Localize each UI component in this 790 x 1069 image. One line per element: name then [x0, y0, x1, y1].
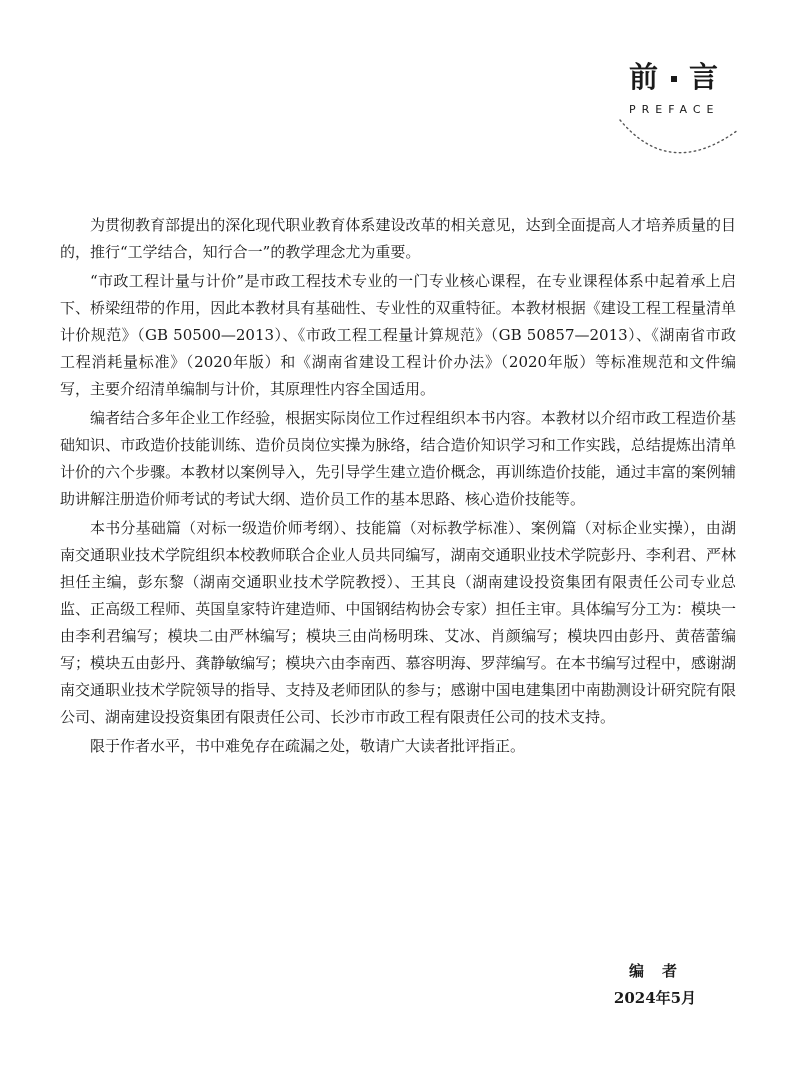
title-char-left: 前	[629, 60, 660, 94]
page-title	[629, 60, 739, 94]
signature-author: 编者	[628, 962, 695, 980]
title-dot-icon	[671, 76, 677, 82]
preface-body	[60, 212, 736, 762]
dotted-arc-icon	[600, 90, 750, 170]
paragraph-4: 本书分基础篇（对标一级造价师考纲）、技能篇（对标教学标准）、案例篇（对标企业实操），由湖南交通职业技术学院组织本校教师联合企业人员共同编写，湖南交通职业技术学院彭丹、李利君、严林担任主编，彭东黎（湖南交通职业技术学院教授）、王其良（湖南建设投资集团有限责任公司专业总监、正高级工程师、英国皇家特许建造师、中国钢结构协会专家）担任主审。具体编写分工为：模块一由李利君编写；模块二由严林编写；模块三由尚杨明珠、艾冰、肖颜编写；模块四由彭丹、黄蓓蕾编写；模块五由彭丹、龚静敏编写；模块六由李南西、慕容明海、罗萍编写。在本书编写过程中，感谢湖南交通职业技术学院领导的指导、支持及老师团队的参与；感谢中国电建集团中南勘测设计研究院有限公司、湖南建设投资集团有限责任公司、长沙市市政工程有限责任公司的技术支持。	[60, 519, 736, 726]
paragraph-1: 为贯彻教育部提出的深化现代职业教育体系建设改革的相关意见，达到全面提高人才培养质量的目的，推行“工学结合，知行合一”的教学理念尤为重要。	[60, 216, 736, 261]
signature-date: 2024年5月	[613, 989, 697, 1007]
paragraph-5: 限于作者水平，书中难免存在疏漏之处，敬请广大读者批评指正。	[90, 737, 526, 755]
title-char-right: 言	[689, 60, 720, 94]
paragraph-2: “市政工程计量与计价”是市政工程技术专业的一门专业核心课程，在专业课程体系中起着承上启下、桥梁纽带的作用，因此本教材具有基础性、专业性的双重特征。本教材根据《建设工程工程量清单计价规范》（GB 50500—2013）、《市政工程工程量计算规范》（GB 50857—2013）、《湖南省市政工程消耗量标准》（2020年版）和《湖南省建设工程计价办法》（2020年版）等标准规范和文件编写，主要介绍清单编制与计价，其原理性内容全国适用。	[60, 272, 736, 398]
page-subtitle: PREFACE	[629, 103, 720, 116]
signature-block	[600, 960, 710, 1008]
paragraph-3: 编者结合多年企业工作经验，根据实际岗位工作过程组织本书内容。本教材以介绍市政工程造价基础知识、市政造价技能训练、造价员岗位实操为脉络，结合造价知识学习和工作实践，总结提炼出清单计价的六个步骤。本教材以案例导入，先引导学生建立造价概念，再训练造价技能，通过丰富的案例辅助讲解注册造价师考试的考试大纲、造价员工作的基本思路、核心造价技能等。	[60, 409, 736, 508]
